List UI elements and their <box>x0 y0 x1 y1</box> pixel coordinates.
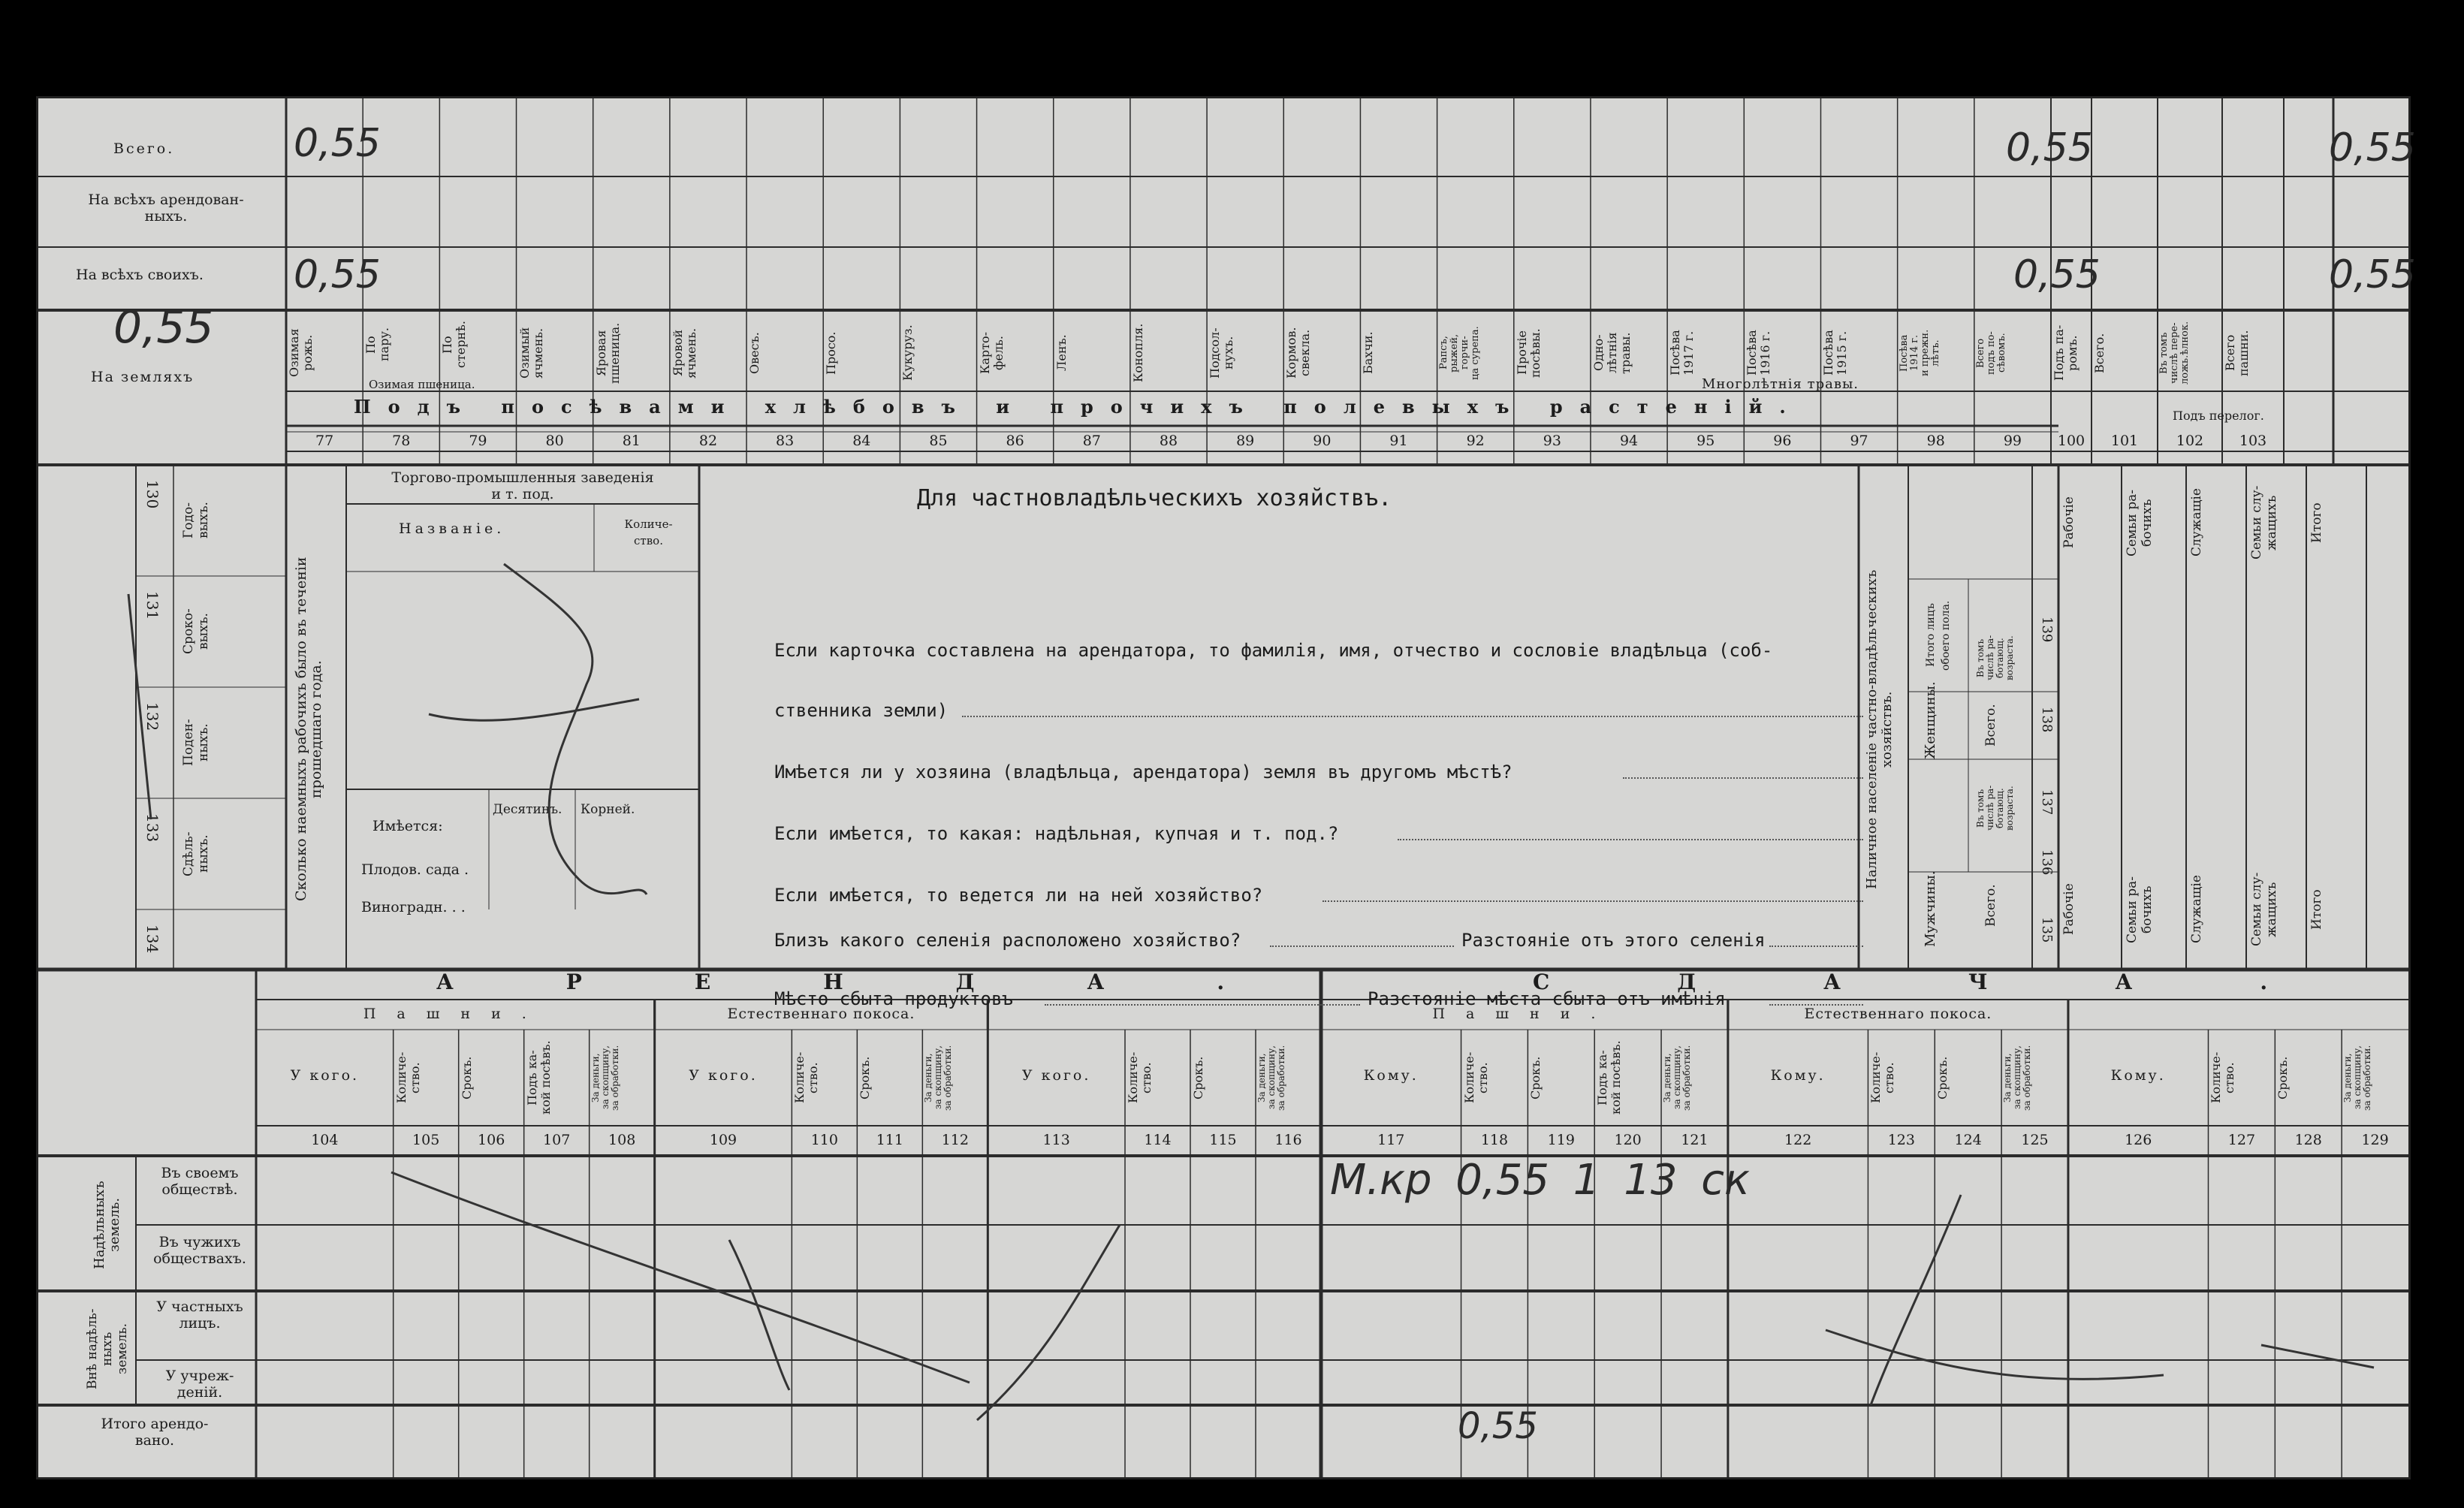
staff-col-bottom-0: Рабочіе <box>2061 883 2076 936</box>
bottom-col-number-121: 121 <box>1681 1132 1709 1148</box>
bottom-col-header-108: За деньги, за скопщину, за обработки. <box>590 1045 620 1111</box>
desyatin-label: Десятинъ. <box>493 802 562 817</box>
worker-type-label-2: Поден- ныхъ. <box>181 719 211 767</box>
incl-working-women: Въ томъ числѣ ра- ботающ. возраста. <box>1975 635 2015 681</box>
workers-hired-label: Сколько наемныхъ рабочихъ было въ теченіи прошедшаго года. <box>293 556 324 902</box>
row-label-on-lands: На земляхъ <box>91 369 195 385</box>
staff-col-top-3: Семьи слу- жащихъ <box>2249 485 2279 560</box>
women-total: Всего. <box>1983 704 1998 747</box>
allotment-lands-label: Надѣльныхъ земель. <box>92 1181 122 1269</box>
bottom-col-number-109: 109 <box>709 1132 737 1148</box>
population-col-139: 139 <box>2039 617 2055 643</box>
men-total: Всего. <box>1983 884 1998 927</box>
form-fill-line[interactable] <box>1769 946 1863 947</box>
bottom-col-header-129: За деньги, за скопщину, за обработки. <box>2342 1045 2373 1111</box>
has-label: Имѣется: <box>372 818 443 834</box>
form-title: Для частновладѣльческихъ хозяйствъ. <box>917 485 1392 511</box>
bottom-col-header-120: Подъ ка- кой посѣвъ. <box>1595 1040 1624 1115</box>
bottom-col-number-128: 128 <box>2294 1132 2322 1148</box>
col-number-98: 98 <box>1926 433 1945 449</box>
staff-col-top-0: Рабочіе <box>2061 496 2076 549</box>
crop-header-91: Бахчи. <box>1361 331 1376 375</box>
population-col-137: 137 <box>2039 789 2055 816</box>
crop-header-79: По стернѣ. <box>440 321 469 369</box>
bottom-col-number-127: 127 <box>2227 1132 2256 1148</box>
form-fill-line[interactable] <box>1045 1004 1360 1006</box>
col-number-85: 85 <box>929 433 948 449</box>
arenda-banner: АРЕНДА. <box>436 970 1338 994</box>
form-line-0: Если карточка составлена на арендатора, то фамилія, имя, отчество и сословіе владѣльца (соб- <box>774 640 1773 661</box>
crop-header-101: Всего. <box>2092 333 2107 373</box>
row-institutions: У учреж- деній. <box>165 1368 234 1401</box>
crop-header-95: Посѣва 1917 г. <box>1668 330 1696 376</box>
crop-header-99: Всего подъ по- сѣвомъ. <box>1974 331 2007 375</box>
bottom-col-header-107: Подъ ка- кой посѣвъ. <box>524 1040 553 1115</box>
col-number-84: 84 <box>852 433 871 449</box>
form-line-2: Имѣется ли у хозяина (владѣльца, арендатора) земля въ другомъ мѣстѣ? <box>774 762 1512 783</box>
crop-header-93: Прочіе посѣвы. <box>1514 328 1543 378</box>
form-line-8: Разстояніе мѣста сбыта отъ имѣнія <box>1368 988 1726 1009</box>
bottom-col-header-115: Срокъ. <box>1191 1056 1205 1099</box>
bottom-col-number-115: 115 <box>1209 1132 1237 1148</box>
staff-col-top-4: Итого <box>2309 502 2324 543</box>
bottom-col-number-104: 104 <box>311 1132 339 1148</box>
bottom-col-header-110: Количе- ство. <box>792 1051 821 1104</box>
bottom-col-number-126: 126 <box>2125 1132 2152 1148</box>
bottom-col-header-123: Количе- ство. <box>1868 1051 1897 1104</box>
row-label-own: На всѣхъ своихъ. <box>76 267 204 283</box>
crop-header-90: Кормов. свекла. <box>1284 327 1313 379</box>
total-obojego-label: Итого лицъ обоего пола. <box>1925 600 1952 671</box>
bottom-subgroup-3: Естественнаго покоса. <box>1804 1006 1992 1022</box>
mnogoletnie-travy-label: Многолѣтнія травы. <box>1702 376 1859 392</box>
form-line-3: Если имѣется, то какая: надѣльная, купчая и т. под.? <box>774 823 1339 844</box>
crop-header-102: Въ томъ числѣ пере- ложь.ѣлнок. <box>2158 321 2191 385</box>
col-number-94: 94 <box>1619 433 1639 449</box>
col-number-90: 90 <box>1313 433 1332 449</box>
col-number-89: 89 <box>1236 433 1255 449</box>
bottom-col-number-123: 123 <box>1887 1132 1915 1148</box>
bottom-col-number-117: 117 <box>1377 1132 1405 1148</box>
orchard-label: Плодов. сада . <box>361 861 469 878</box>
hw-total-099: 0,55 <box>2006 125 2093 170</box>
col-number-99: 99 <box>2003 433 2022 449</box>
crop-header-83: Овесъ. <box>747 332 762 374</box>
crop-header-81: Яровая пшеница. <box>593 322 622 384</box>
hw-own-077: 0,55 <box>294 252 381 297</box>
row-other-society: Въ чужихъ обществахъ. <box>153 1234 246 1267</box>
non-allotment-lands-label: Внѣ надѣль- ныхъ земель. <box>85 1308 130 1389</box>
hw-own-103: 0,55 <box>2329 252 2416 297</box>
population-col-138: 138 <box>2039 707 2055 733</box>
col-number-92: 92 <box>1466 433 1485 449</box>
col-number-81: 81 <box>622 433 641 449</box>
trade-section-title: Торгово-промышленныя заведенія и т. под. <box>391 469 654 502</box>
form-line-1: ственника земли) <box>774 700 949 721</box>
bottom-col-number-112: 112 <box>941 1132 969 1148</box>
crop-header-96: Посѣва 1916 г. <box>1745 330 1773 376</box>
form-fill-line[interactable] <box>1270 946 1454 947</box>
form-line-5: Близъ какого селенія расположено хозяйство? <box>774 930 1241 951</box>
resident-population-label: Наличное населеніе частно-владѣльческихъ хозяйствъ. <box>1864 569 1895 889</box>
crop-header-92: Рапсъ, рыжей, горчи- ца сурепа. <box>1437 326 1481 380</box>
crop-header-77: Озимая рожь. <box>287 328 315 378</box>
bottom-col-number-111: 111 <box>876 1132 903 1148</box>
bottom-col-number-118: 118 <box>1480 1132 1509 1148</box>
col-number-95: 95 <box>1696 433 1715 449</box>
col-number-100: 100 <box>2057 433 2086 449</box>
crop-header-89: Подсол- нухъ. <box>1208 327 1236 379</box>
bottom-col-header-122: Кому. <box>1770 1067 1826 1084</box>
col-number-82: 82 <box>698 433 718 449</box>
bottom-col-number-113: 113 <box>1042 1132 1070 1148</box>
bottom-col-number-125: 125 <box>2021 1132 2049 1148</box>
bottom-subgroup-1: Естественнаго покоса. <box>727 1006 915 1022</box>
bottom-col-header-113: У кого. <box>1021 1067 1091 1084</box>
bottom-col-header-114: Количе- ство. <box>1126 1051 1154 1104</box>
women-label: Женщины. <box>1923 681 1938 759</box>
incl-working-men: Въ томъ числѣ ра- ботающ. возраста. <box>1975 785 2015 831</box>
bottom-col-number-110: 110 <box>810 1132 838 1148</box>
bottom-col-number-116: 116 <box>1274 1132 1302 1148</box>
row-private-persons: У частныхъ лицъ. <box>156 1298 243 1332</box>
bottom-col-header-111: Срокъ. <box>858 1056 873 1099</box>
bottom-subgroup-0: Пашни. <box>363 1006 547 1022</box>
col-number-93: 93 <box>1543 433 1561 449</box>
worker-col-number-131: 131 <box>143 591 161 620</box>
worker-col-number-133: 133 <box>143 813 161 843</box>
staff-col-bottom-4: Итого <box>2309 889 2324 930</box>
row-label-rented: На всѣхъ арендован- ныхъ. <box>88 192 244 225</box>
trade-name-header: Названіе. <box>399 520 505 537</box>
bottom-col-number-119: 119 <box>1547 1132 1575 1148</box>
bottom-col-number-129: 129 <box>2361 1132 2389 1148</box>
col-number-77: 77 <box>315 433 334 449</box>
bottom-col-number-114: 114 <box>1144 1132 1172 1148</box>
col-number-101: 101 <box>2110 433 2139 449</box>
form-fill-line[interactable] <box>962 716 1863 717</box>
col-number-102: 102 <box>2176 433 2204 449</box>
form-line-6: Разстояніе отъ этого селенія <box>1461 930 1766 951</box>
bottom-col-header-128: Срокъ. <box>2276 1056 2291 1099</box>
sdacha-banner: СДАЧА. <box>1533 970 2396 994</box>
col-number-86: 86 <box>1006 433 1024 449</box>
bottom-subgroup-2: Пашни. <box>1432 1006 1617 1022</box>
worker-col-number-134: 134 <box>143 924 161 954</box>
col-number-83: 83 <box>776 433 795 449</box>
crop-header-85: Кукуруз. <box>900 324 915 382</box>
table-grid <box>38 98 2408 1477</box>
bottom-col-header-104: У кого. <box>290 1067 360 1084</box>
crop-header-100: Подъ па- ромъ. <box>2052 324 2079 382</box>
worker-col-number-130: 130 <box>143 480 161 509</box>
worker-type-label-1: Сроко- выхъ. <box>181 608 211 655</box>
population-col-136: 136 <box>2039 849 2055 876</box>
form-fill-line[interactable] <box>1398 839 1863 840</box>
population-col-135: 135 <box>2039 917 2055 943</box>
crop-header-94: Одно- лѣтнія травы. <box>1591 332 1633 374</box>
hw-total-077: 0,55 <box>294 121 381 166</box>
crop-header-88: Конопля. <box>1130 323 1145 383</box>
staff-col-bottom-2: Служащіе <box>2189 875 2204 944</box>
bottom-col-number-108: 108 <box>608 1132 636 1148</box>
col-number-88: 88 <box>1159 433 1178 449</box>
bottom-col-header-124: Срокъ. <box>1935 1056 1950 1099</box>
hw-total-103: 0,55 <box>2329 125 2416 170</box>
bottom-col-header-109: У кого. <box>689 1067 758 1084</box>
form-fill-line[interactable] <box>1623 777 1863 779</box>
bottom-col-header-118: Количе- ство. <box>1461 1051 1490 1104</box>
col-number-78: 78 <box>392 433 411 449</box>
bottom-col-header-106: Срокъ. <box>459 1056 474 1099</box>
crop-header-86: Карто- фель. <box>977 331 1006 375</box>
ozimaya-pshenitsa-label: Озимая пшеница. <box>369 378 475 391</box>
staff-col-bottom-3: Семьи слу- жащихъ <box>2249 872 2279 947</box>
korney-label: Корней. <box>581 802 635 817</box>
form-fill-line[interactable] <box>1322 900 1863 902</box>
col-number-87: 87 <box>1082 433 1101 449</box>
col-number-96: 96 <box>1773 433 1792 449</box>
staff-col-top-2: Служащіе <box>2189 488 2204 557</box>
col-number-79: 79 <box>469 433 487 449</box>
bottom-col-number-120: 120 <box>1614 1132 1642 1148</box>
worker-col-number-132: 132 <box>143 702 161 731</box>
crop-header-80: Озимый ячмень. <box>517 327 545 379</box>
trade-qty-header: Количе- ство. <box>624 517 673 547</box>
hw-sdacha-entry: М.кр 0,55 1 13 ск <box>1330 1156 1750 1205</box>
row-own-society: Въ своемъ обществѣ. <box>161 1165 239 1198</box>
hw-total-rented: 0,55 <box>1458 1405 1538 1447</box>
col-number-80: 80 <box>545 433 564 449</box>
col-number-97: 97 <box>1850 433 1868 449</box>
vineyard-label: Виноградн. . . <box>361 899 466 915</box>
crop-header-78: По пару. <box>363 327 392 362</box>
worker-type-label-3: Сдѣль- ныхъ. <box>181 831 211 876</box>
bottom-col-header-121: За деньги, за скопщину, за обработки. <box>1662 1045 1693 1111</box>
bottom-col-number-106: 106 <box>478 1132 505 1148</box>
bottom-col-number-107: 107 <box>543 1132 571 1148</box>
hw-on-lands: 0,55 <box>113 301 214 354</box>
crop-header-87: Ленъ. <box>1054 334 1069 372</box>
pod-perelog-label: Подъ перелог. <box>2173 409 2264 423</box>
worker-type-label-0: Годо- выхъ. <box>181 502 211 539</box>
crop-header-97: Посѣва 1915 г. <box>1821 330 1850 376</box>
bottom-col-header-105: Количе- ство. <box>394 1051 422 1104</box>
bottom-col-number-122: 122 <box>1784 1132 1812 1148</box>
sown-fields-banner: Подъ посѣвами хлѣбовъ и прочихъ полевыхъ растеній. <box>354 396 1803 418</box>
crop-header-103: Всего пашни. <box>2223 330 2251 376</box>
bottom-col-header-127: Количе- ство. <box>2209 1051 2237 1104</box>
bottom-col-header-119: Срокъ. <box>1528 1056 1543 1099</box>
bottom-col-header-125: За деньги, за скопщину, за обработки. <box>2002 1045 2033 1111</box>
col-number-91: 91 <box>1389 433 1408 449</box>
staff-col-top-1: Семьи ра- бочихъ <box>2125 489 2155 556</box>
bottom-col-header-116: За деньги, за скопщину, за обработки. <box>1256 1045 1286 1111</box>
staff-col-bottom-1: Семьи ра- бочихъ <box>2125 876 2155 943</box>
col-number-103: 103 <box>2239 433 2267 449</box>
hw-own-099: 0,55 <box>2013 252 2101 297</box>
bottom-col-header-112: За деньги, за скопщину, за обработки. <box>923 1045 954 1111</box>
census-card <box>36 96 2416 1479</box>
crop-header-98: Посѣва 1914 г. и прежн. лѣтъ. <box>1898 329 1941 377</box>
row-label-total: Всего. <box>113 140 175 157</box>
men-label: Мужчины. <box>1923 870 1938 947</box>
bottom-col-header-126: Кому. <box>2110 1067 2166 1084</box>
crop-header-84: Просо. <box>824 331 839 375</box>
bottom-col-number-105: 105 <box>412 1132 440 1148</box>
row-total-rented: Итого арендо- вано. <box>101 1416 209 1449</box>
bottom-col-header-117: Кому. <box>1363 1067 1419 1084</box>
form-line-7: Мѣсто сбыта продуктовъ <box>774 988 1013 1009</box>
crop-header-82: Яровой ячмень. <box>670 327 698 379</box>
form-line-4: Если имѣется, то ведется ли на ней хозяйство? <box>774 885 1263 906</box>
bottom-col-number-124: 124 <box>1954 1132 1982 1148</box>
